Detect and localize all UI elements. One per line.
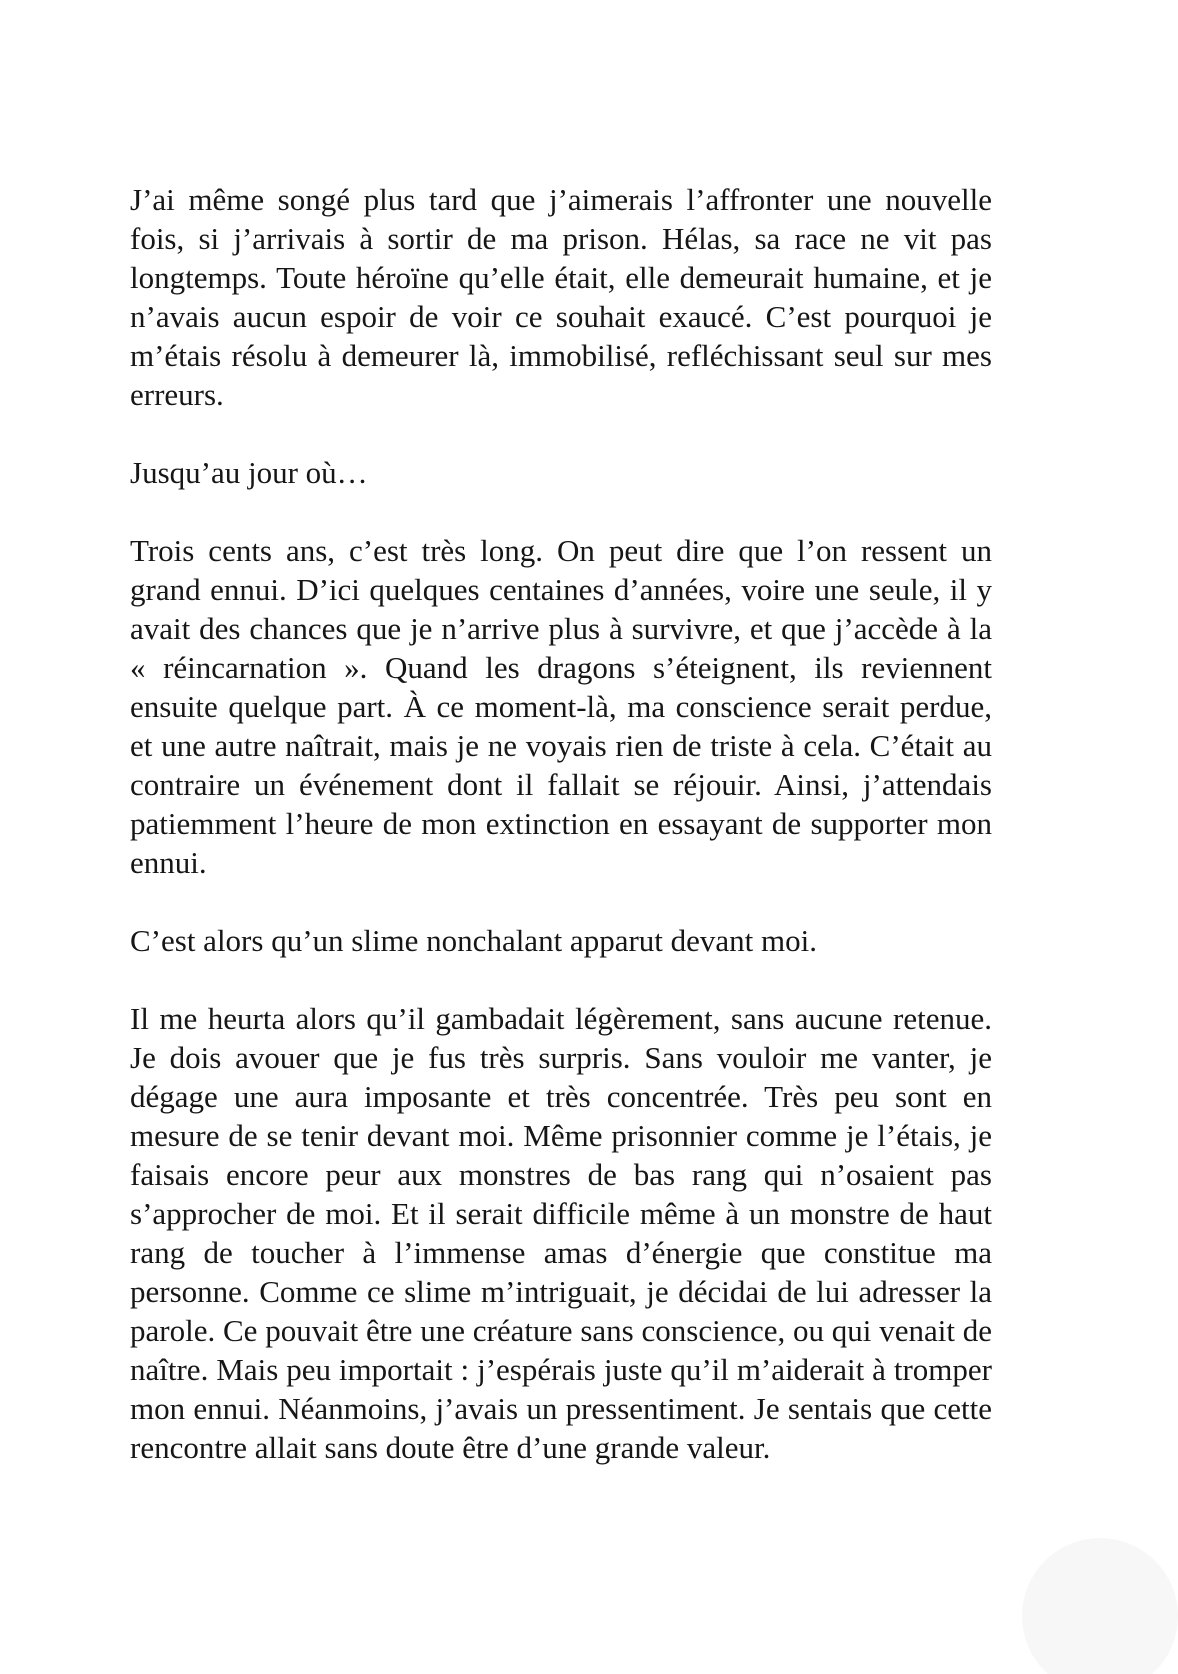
paragraph-5: Il me heurta alors qu’il gambadait légèrement, sans aucune retenue. Je dois avouer que je fus très surpris. Sans vouloir me vanter, je dégage une aura imposante et très concentrée. Très peu sont en mesure de se tenir devant moi. Même prisonnier comme je l’étais, je faisais encore peur aux monstres de bas rang qui n’osaient pas s’approcher de moi. Et il serait difficile même à un monstre de haut rang de toucher à l’immense amas d’énergie que constitue ma personne. Comme ce slime m’intriguait, je décidai de lui adresser la parole. Ce pouvait être une créature sans conscience, ou qui venait de naître. Mais peu importait : j’espérais juste qu’il m’aiderait à tromper mon ennui. Néanmoins, j’avais un pressentiment. Je sentais que cette rencontre allait sans doute être d’une grande valeur. [130,1001,992,1465]
page-corner-decoration [1022,1538,1178,1674]
paragraph-1: J’ai même songé plus tard que j’aimerais l’affronter une nouvelle fois, si j’arrivais à sortir de ma prison. Hélas, sa race ne vit pas longtemps. Toute héroïne qu’elle était, elle demeurait humaine, et je n’avais aucun espoir de voir ce souhait exaucé. C’est pourquoi je m’étais résolu à demeurer là, immobilisé, refléchissant seul sur mes erreurs. [130,182,992,412]
paragraph-2: Jusqu’au jour où… [130,455,368,490]
paragraph-3: Trois cents ans, c’est très long. On peut dire que l’on ressent un grand ennui. D’ici quelques centaines d’années, voire une seule, il y avait des chances que je n’arrive plus à survivre, et que j’accède à la « réincarnation ». Quand les dragons s’éteignent, ils reviennent ensuite quelque part. À ce moment-là, ma conscience serait perdue, et une autre naîtrait, mais je ne voyais rien de triste à cela. C’était au contraire un événement dont il fallait se réjouir. Ainsi, j’attendais patiemment l’heure de mon extinction en essayant de supporter mon ennui. [130,533,992,880]
page-text [130,180,992,1467]
paragraph-4: C’est alors qu’un slime nonchalant apparut devant moi. [130,923,817,958]
